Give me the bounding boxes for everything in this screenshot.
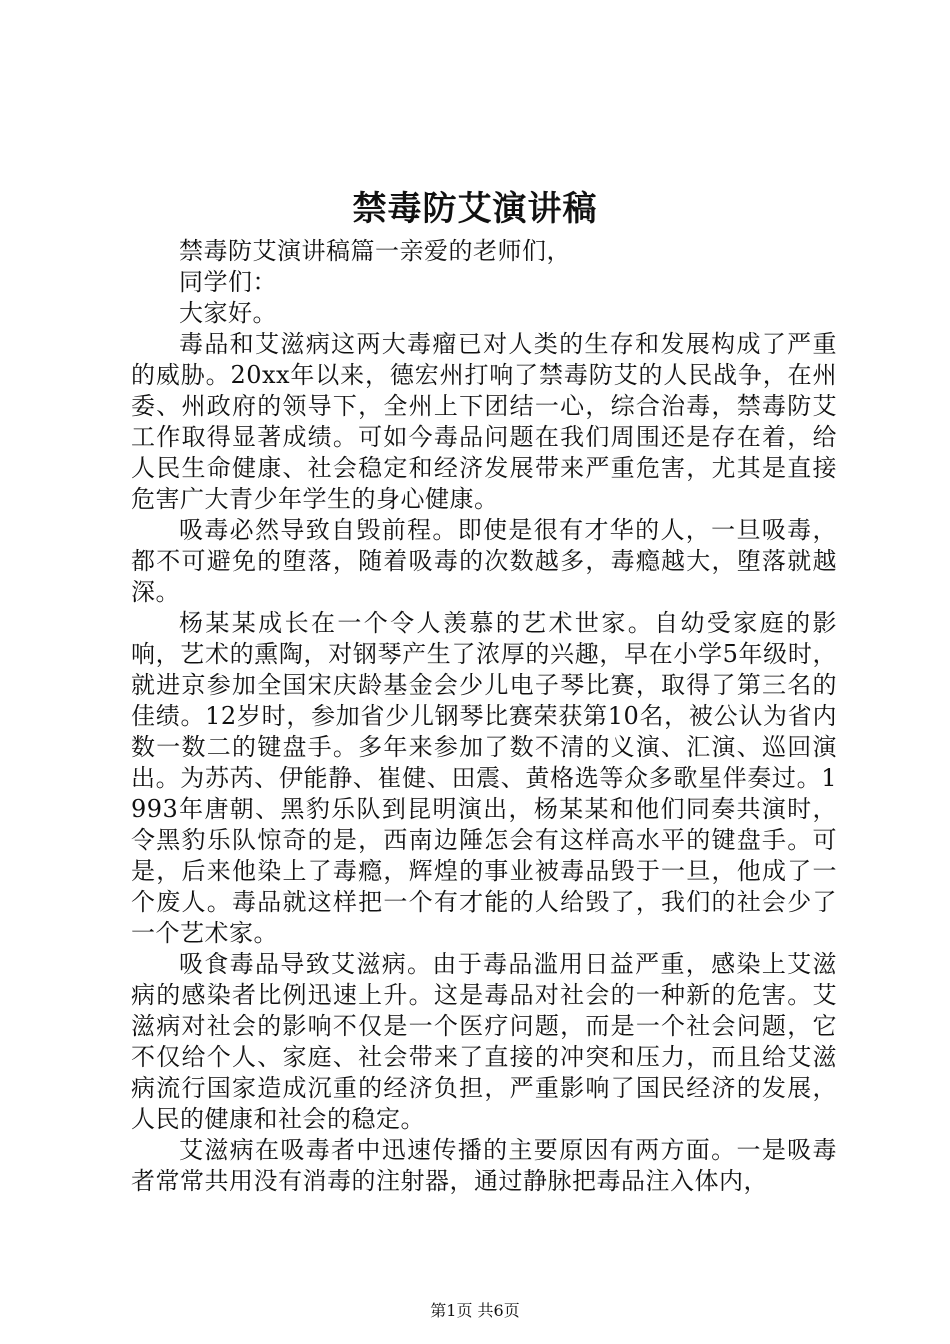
paragraph-salutation: 禁毒防艾演讲稿篇一亲爱的老师们， (179, 237, 571, 265)
paragraph: 吸毒必然导致自毁前程。即使是很有才华的人，一旦吸毒，都不可避免的堕落，随着吸毒的次数越多，毒瘾越大，堕落就越深。 (131, 516, 837, 606)
paragraph: 毒品和艾滋病这两大毒瘤已对人类的生存和发展构成了严重的威胁。20xx年以来，德宏州打响了禁毒防艾的人民战争，在州委、州政府的领导下，全州上下团结一心，综合治毒，禁毒防艾工作取得显著成绩。可如今毒品问题在我们周围还是存在着，给人民生命健康、社会稳定和经济发展带来严重危害，尤其是直接危害广大青少年学生的身心健康。 (131, 330, 837, 513)
paragraph: 吸食毒品导致艾滋病。由于毒品滥用日益严重，感染上艾滋病的感染者比例迅速上升。这是毒品对社会的一种新的危害。艾滋病对社会的影响不仅是一个医疗问题，而是一个社会问题，它不仅给个人、家庭、社会带来了直接的冲突和压力，而且给艾滋病流行国家造成沉重的经济负担，严重影响了国民经济的发展，人民的健康和社会的稳定。 (131, 950, 837, 1133)
paragraph-salutation-2: 同学们： (179, 268, 277, 296)
paragraph-greeting: 大家好。 (179, 299, 277, 327)
paragraph: 杨某某成长在一个令人羡慕的艺术世家。自幼受家庭的影响，艺术的熏陶，对钢琴产生了浓厚的兴趣，早在小学5年级时，就进京参加全国宋庆龄基金会少儿电子琴比赛，取得了第三名的佳绩。12岁时，参加省少儿钢琴比赛荣获第10名，被公认为省内数一数二的键盘手。多年来参加了数不清的义演、汇演、巡回演出。为苏芮、伊能静、崔健、田震、黄格选等众多歌星伴奏过。1993年唐朝、黑豹乐队到昆明演出，杨某某和他们同奏共演时，令黑豹乐队惊奇的是，西南边陲怎会有这样高水平的键盘手。可是，后来他染上了毒瘾，辉煌的事业被毒品毁于一旦，他成了一个废人。毒品就这样把一个有才能的人给毁了，我们的社会少了一个艺术家。 (131, 609, 837, 947)
document-body (131, 236, 837, 1197)
document-title: 禁毒防艾演讲稿 (352, 189, 598, 229)
page-footer: 第1页 共6页 (430, 1301, 520, 1320)
paragraph: 艾滋病在吸毒者中迅速传播的主要原因有两方面。一是吸毒者常常共用没有消毒的注射器，通过静脉把毒品注入体内， (131, 1136, 837, 1195)
